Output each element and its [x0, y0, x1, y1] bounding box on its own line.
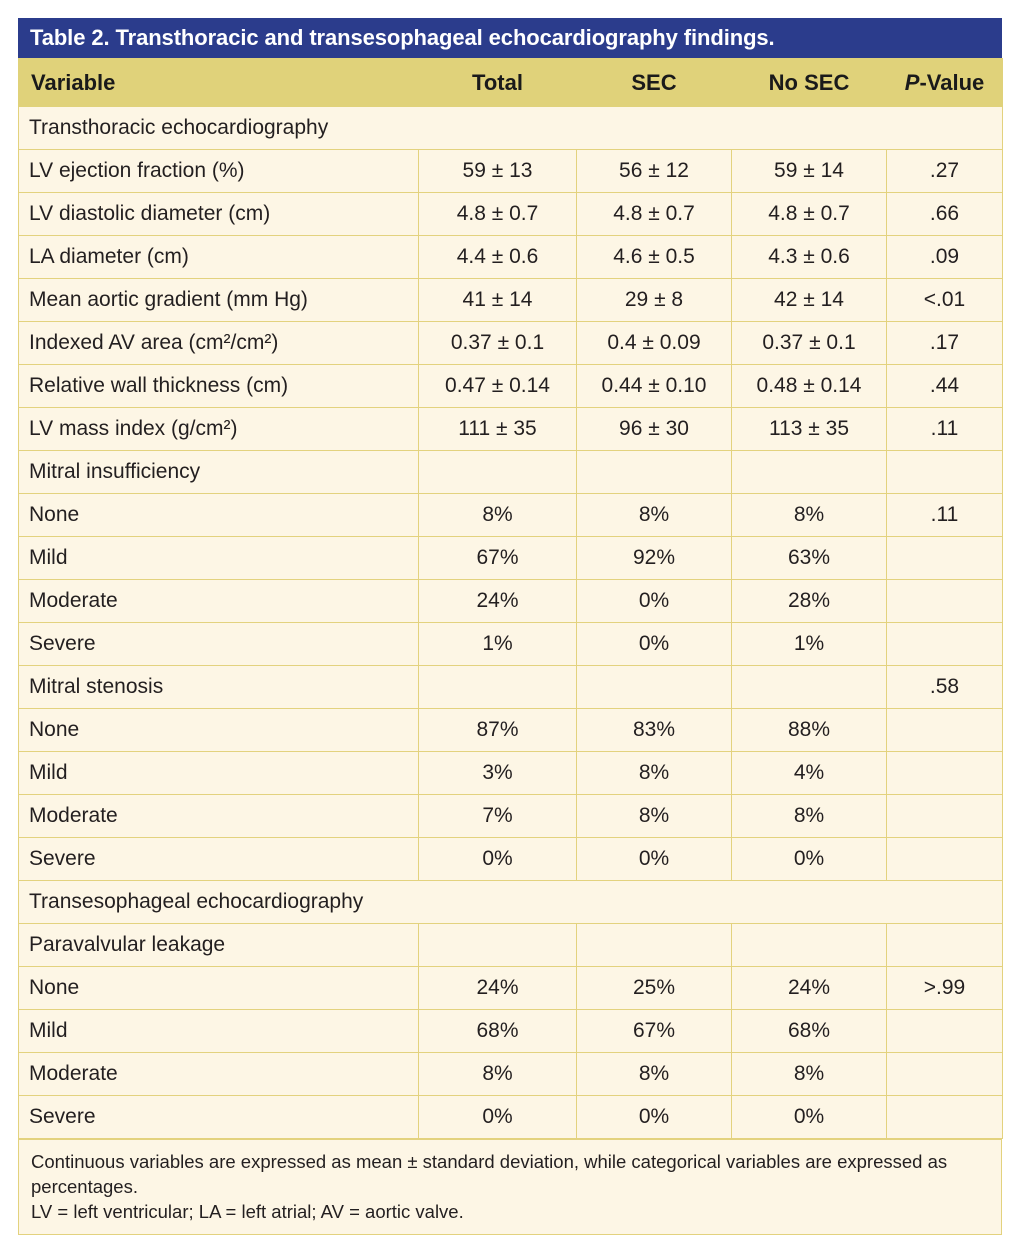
table-row [19, 666, 1003, 709]
cell-sec: 0% [577, 838, 732, 881]
cell-no-sec: 4.3 ± 0.6 [732, 236, 887, 279]
row-label: Mitral insufficiency [19, 451, 419, 494]
cell-sec: 25% [577, 967, 732, 1010]
row-label: LV diastolic diameter (cm) [19, 193, 419, 236]
footnote-line-1: Continuous variables are expressed as mean ± standard deviation, while categorical variables are expressed as percentages. [31, 1151, 948, 1197]
cell-sec: 8% [577, 1053, 732, 1096]
cell-p-value [887, 580, 1003, 623]
cell-p-value [887, 795, 1003, 838]
table-row [19, 795, 1003, 838]
cell-p-value: .44 [887, 365, 1003, 408]
cell-total: 87% [419, 709, 577, 752]
cell-no-sec: 0% [732, 838, 887, 881]
cell-no-sec [732, 924, 887, 967]
table-row [19, 494, 1003, 537]
cell-sec: 56 ± 12 [577, 150, 732, 193]
cell-no-sec: 0.48 ± 0.14 [732, 365, 887, 408]
row-label: None [19, 494, 419, 537]
cell-total: 4.4 ± 0.6 [419, 236, 577, 279]
cell-no-sec: 63% [732, 537, 887, 580]
table-row [19, 881, 1003, 924]
section-header-label: Transthoracic echocardiography [19, 107, 1003, 150]
column-header-sec: SEC [577, 59, 732, 107]
cell-p-value [887, 1096, 1003, 1139]
cell-total: 24% [419, 580, 577, 623]
section-header-label: Transesophageal echocardiography [19, 881, 1003, 924]
cell-total: 8% [419, 494, 577, 537]
cell-no-sec: 1% [732, 623, 887, 666]
cell-no-sec: 42 ± 14 [732, 279, 887, 322]
table-row [19, 709, 1003, 752]
cell-sec: 8% [577, 752, 732, 795]
cell-total: 111 ± 35 [419, 408, 577, 451]
cell-no-sec: 8% [732, 795, 887, 838]
cell-p-value [887, 838, 1003, 881]
row-label: Moderate [19, 1053, 419, 1096]
row-label: None [19, 709, 419, 752]
cell-total: 8% [419, 1053, 577, 1096]
cell-p-value: .17 [887, 322, 1003, 365]
cell-no-sec: 8% [732, 1053, 887, 1096]
table-row [19, 279, 1003, 322]
cell-sec: 0% [577, 580, 732, 623]
cell-total: 1% [419, 623, 577, 666]
row-label: Relative wall thickness (cm) [19, 365, 419, 408]
cell-total [419, 451, 577, 494]
row-label: LA diameter (cm) [19, 236, 419, 279]
cell-p-value: <.01 [887, 279, 1003, 322]
cell-total [419, 666, 577, 709]
cell-total: 4.8 ± 0.7 [419, 193, 577, 236]
row-label: LV ejection fraction (%) [19, 150, 419, 193]
cell-total: 0% [419, 838, 577, 881]
table-row [19, 1010, 1003, 1053]
cell-p-value: .11 [887, 408, 1003, 451]
table-row [19, 322, 1003, 365]
cell-p-value [887, 1053, 1003, 1096]
cell-no-sec: 59 ± 14 [732, 150, 887, 193]
cell-p-value: .58 [887, 666, 1003, 709]
cell-p-value [887, 752, 1003, 795]
cell-p-value [887, 709, 1003, 752]
cell-no-sec: 4.8 ± 0.7 [732, 193, 887, 236]
row-label: LV mass index (g/cm²) [19, 408, 419, 451]
table-row [19, 838, 1003, 881]
cell-sec: 0.4 ± 0.09 [577, 322, 732, 365]
table-footnotes [18, 1139, 1002, 1235]
cell-sec: 0% [577, 623, 732, 666]
cell-no-sec: 24% [732, 967, 887, 1010]
cell-sec: 96 ± 30 [577, 408, 732, 451]
cell-p-value [887, 924, 1003, 967]
table-row [19, 193, 1003, 236]
footnote-line-2: LV = left ventricular; LA = left atrial; AV = aortic valve. [31, 1201, 464, 1222]
cell-sec: 4.8 ± 0.7 [577, 193, 732, 236]
cell-no-sec: 113 ± 35 [732, 408, 887, 451]
cell-total: 0% [419, 1096, 577, 1139]
cell-total: 59 ± 13 [419, 150, 577, 193]
table-row [19, 1053, 1003, 1096]
cell-sec: 67% [577, 1010, 732, 1053]
cell-p-value: .11 [887, 494, 1003, 537]
cell-no-sec [732, 451, 887, 494]
row-label: Moderate [19, 795, 419, 838]
cell-sec: 8% [577, 494, 732, 537]
cell-no-sec: 0.37 ± 0.1 [732, 322, 887, 365]
cell-no-sec: 68% [732, 1010, 887, 1053]
column-header-total: Total [419, 59, 577, 107]
cell-sec: 0.44 ± 0.10 [577, 365, 732, 408]
header-row [19, 59, 1003, 107]
p-value-suffix: -Value [919, 69, 985, 95]
table-row [19, 580, 1003, 623]
cell-sec: 29 ± 8 [577, 279, 732, 322]
table-container [18, 18, 1002, 1235]
cell-no-sec [732, 666, 887, 709]
row-label: Mild [19, 537, 419, 580]
cell-sec [577, 666, 732, 709]
cell-p-value: >.99 [887, 967, 1003, 1010]
table-title: Table 2. Transthoracic and transesophageal echocardiography findings. [18, 18, 1002, 58]
row-label: Severe [19, 838, 419, 881]
cell-no-sec: 8% [732, 494, 887, 537]
cell-total: 67% [419, 537, 577, 580]
row-label: Paravalvular leakage [19, 924, 419, 967]
table-row [19, 924, 1003, 967]
row-label: Mitral stenosis [19, 666, 419, 709]
table-header [19, 59, 1003, 107]
table-row [19, 752, 1003, 795]
cell-p-value [887, 537, 1003, 580]
cell-p-value [887, 1010, 1003, 1053]
cell-no-sec: 28% [732, 580, 887, 623]
table-row [19, 537, 1003, 580]
cell-total: 41 ± 14 [419, 279, 577, 322]
table-row [19, 365, 1003, 408]
cell-sec [577, 924, 732, 967]
cell-p-value: .27 [887, 150, 1003, 193]
table-row [19, 451, 1003, 494]
row-label: Indexed AV area (cm²/cm²) [19, 322, 419, 365]
cell-no-sec: 4% [732, 752, 887, 795]
table-row [19, 408, 1003, 451]
table-row [19, 236, 1003, 279]
table-row [19, 623, 1003, 666]
table-body [19, 107, 1003, 1139]
cell-sec [577, 451, 732, 494]
cell-total [419, 924, 577, 967]
table-row [19, 1096, 1003, 1139]
row-label: Severe [19, 623, 419, 666]
cell-total: 24% [419, 967, 577, 1010]
cell-sec: 4.6 ± 0.5 [577, 236, 732, 279]
cell-total: 68% [419, 1010, 577, 1053]
p-value-italic-p: P [904, 69, 920, 95]
cell-total: 0.47 ± 0.14 [419, 365, 577, 408]
table-row [19, 967, 1003, 1010]
row-label: Severe [19, 1096, 419, 1139]
table-row [19, 107, 1003, 150]
cell-sec: 83% [577, 709, 732, 752]
cell-sec: 8% [577, 795, 732, 838]
cell-p-value: .09 [887, 236, 1003, 279]
column-header-no-sec: No SEC [732, 59, 887, 107]
cell-total: 7% [419, 795, 577, 838]
row-label: Mean aortic gradient (mm Hg) [19, 279, 419, 322]
column-header-variable: Variable [19, 59, 419, 107]
cell-no-sec: 0% [732, 1096, 887, 1139]
table-row [19, 150, 1003, 193]
cell-total: 0.37 ± 0.1 [419, 322, 577, 365]
column-header-p-value [887, 59, 1003, 107]
row-label: Mild [19, 1010, 419, 1053]
cell-sec: 0% [577, 1096, 732, 1139]
cell-p-value: .66 [887, 193, 1003, 236]
cell-total: 3% [419, 752, 577, 795]
cell-p-value [887, 451, 1003, 494]
cell-sec: 92% [577, 537, 732, 580]
row-label: Mild [19, 752, 419, 795]
cell-p-value [887, 623, 1003, 666]
row-label: None [19, 967, 419, 1010]
cell-no-sec: 88% [732, 709, 887, 752]
row-label: Moderate [19, 580, 419, 623]
echocardiography-findings-table [18, 58, 1003, 1139]
